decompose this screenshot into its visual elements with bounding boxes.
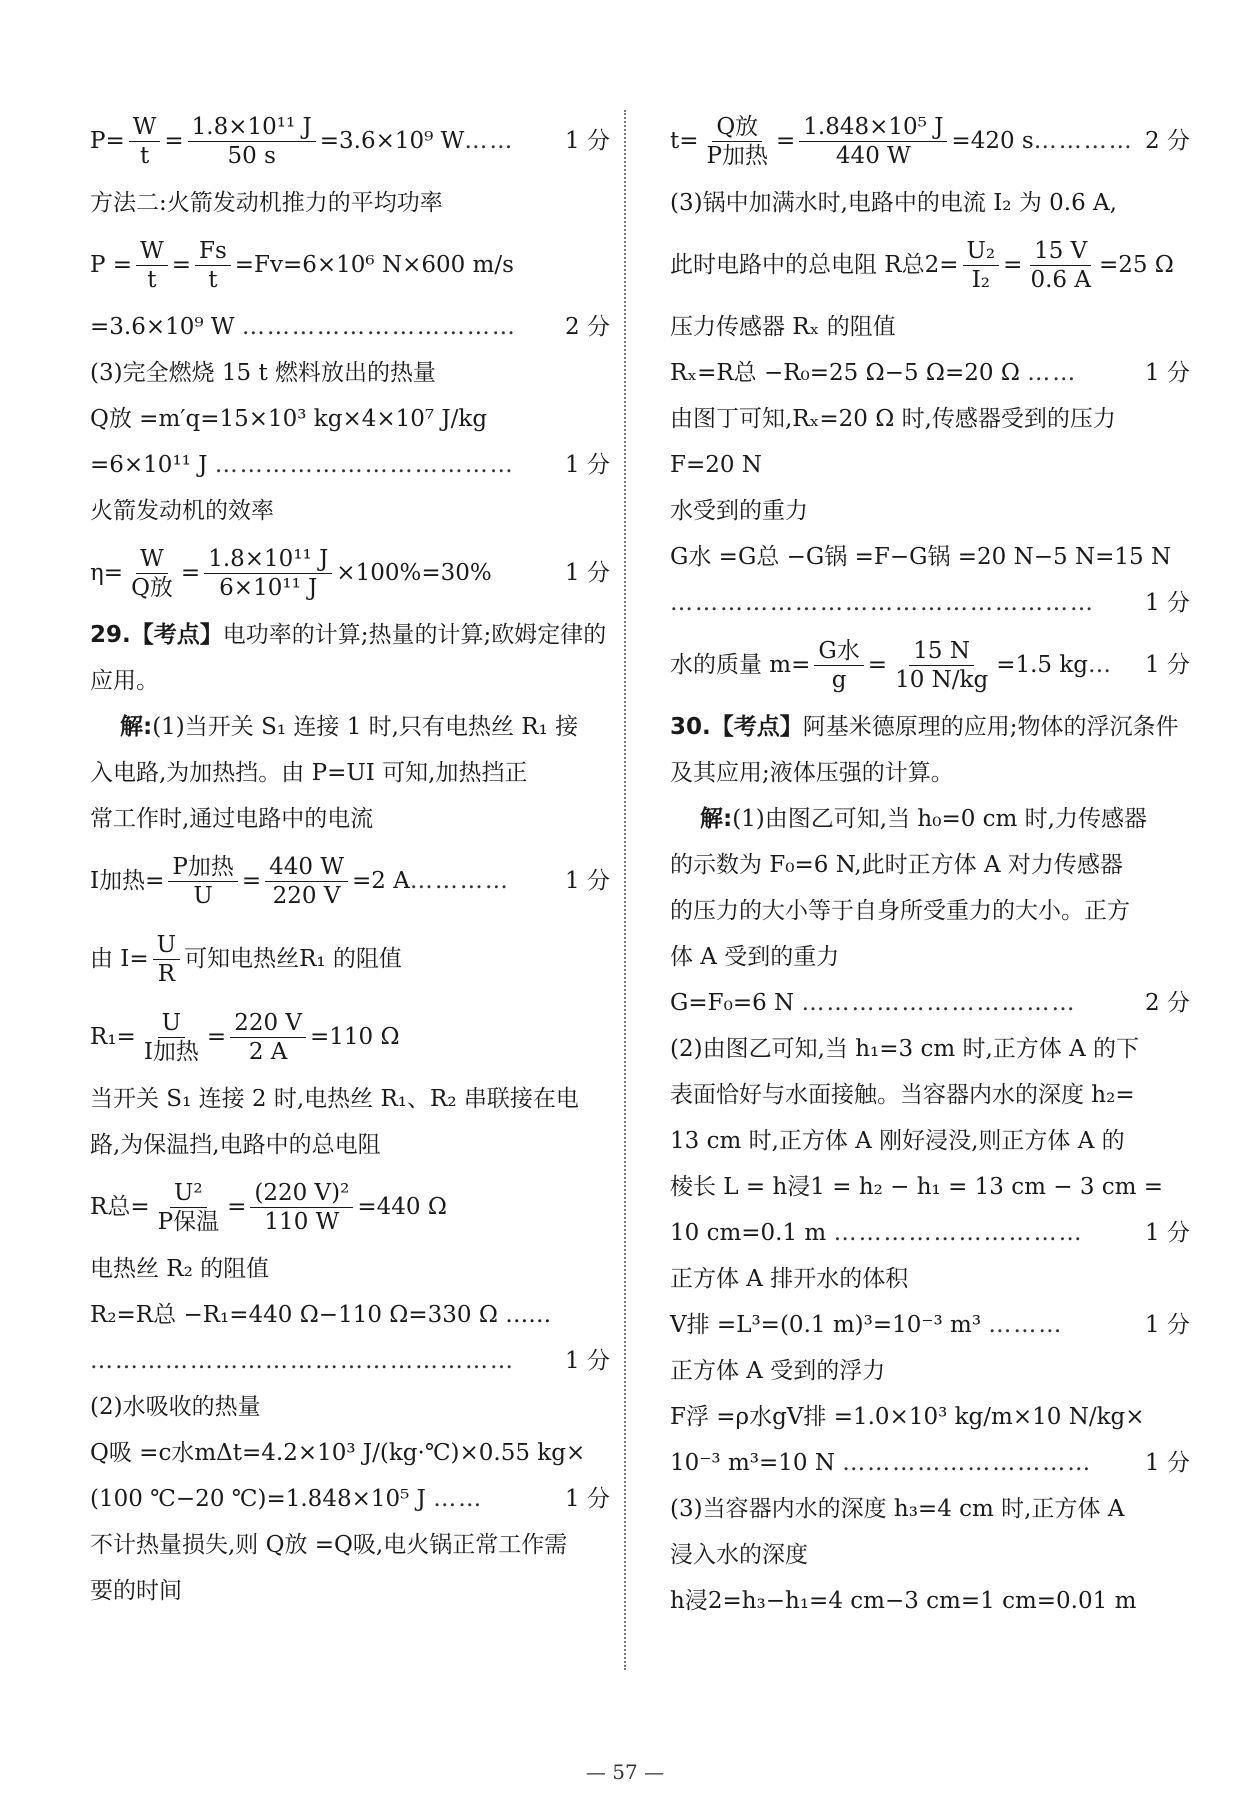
left-line	[90, 1392, 610, 1422]
formula-text: ×100%=30%	[336, 560, 492, 586]
left-line	[90, 358, 610, 388]
formula-text: =25 Ω	[1098, 252, 1174, 278]
fraction-denominator: t	[208, 266, 218, 293]
right-line	[670, 188, 1190, 218]
right-line	[670, 758, 1190, 788]
left-line	[90, 234, 610, 296]
right-line	[670, 312, 1190, 342]
right-line	[670, 712, 1190, 742]
right-line	[670, 634, 1190, 696]
fraction-numerator: U²	[170, 1179, 207, 1208]
formula-text: t=	[670, 128, 699, 154]
score-points: 1 分	[565, 868, 610, 894]
formula-text: =1.5 kg	[996, 652, 1089, 678]
right-line	[670, 358, 1190, 388]
solution-label: 解:	[700, 806, 733, 832]
formula-text: =	[164, 128, 184, 154]
score-leader-dots: ……	[464, 128, 515, 154]
right-line	[670, 1540, 1190, 1570]
right-line	[670, 496, 1190, 526]
line-text: 入电路,为加热挡。由 P=UI 可知,加热挡正	[90, 760, 528, 786]
fraction-denominator: U	[193, 882, 213, 909]
right-line	[670, 988, 1190, 1018]
right-line	[670, 942, 1190, 972]
score-points: 1 分	[565, 452, 610, 478]
formula-text: I加热=	[90, 868, 165, 894]
fraction-denominator: 440 W	[835, 142, 911, 169]
line-text: (3)当容器内水的深度 h₃=4 cm 时,正方体 A	[670, 1496, 1125, 1522]
fraction-numerator: 1.848×10⁵ J	[799, 113, 947, 142]
left-line	[90, 928, 610, 990]
left-line	[90, 404, 610, 434]
left-line	[90, 1484, 610, 1514]
score-points: 2 分	[1145, 128, 1190, 154]
score-points: 1 分	[565, 1348, 610, 1374]
left-line	[90, 758, 610, 788]
fraction-denominator: P保温	[157, 1208, 220, 1235]
fraction-numerator: P加热	[168, 853, 237, 882]
score-points: 1 分	[1145, 1450, 1190, 1476]
fraction-denominator: P加热	[706, 142, 768, 169]
solution-text: (1)当开关 S₁ 连接 1 时,只有电热丝 R₁ 接	[152, 714, 579, 740]
line-text: 方法二:火箭发动机推力的平均功率	[90, 190, 443, 216]
fraction-numerator: (220 V)²	[250, 1179, 353, 1208]
formula-text: =	[180, 560, 201, 586]
left-line	[90, 1176, 610, 1238]
line-text: F浮 =ρ水gV排 =1.0×10³ kg/m×10 N/kg×	[670, 1404, 1145, 1430]
fraction-denominator: t	[139, 142, 150, 169]
line-text: G=F₀=6 N	[670, 990, 802, 1016]
left-line	[90, 1530, 610, 1560]
score-leader-dots: ……	[433, 1486, 484, 1512]
fraction	[127, 545, 177, 602]
fraction	[963, 237, 1000, 294]
line-text: 10⁻³ m³=10 N	[670, 1450, 843, 1476]
fraction-numerator: 1.8×10¹¹ J	[204, 545, 332, 574]
fraction-denominator: Q放	[131, 574, 173, 601]
formula-text: =	[241, 868, 262, 894]
line-text: 10 cm=0.1 m	[670, 1220, 834, 1246]
line-text: 表面恰好与水面接触。当容器内水的深度 h₂=	[670, 1082, 1135, 1108]
fraction	[153, 931, 180, 988]
score-points: 1 分	[565, 128, 610, 154]
score-leader-dots: ………	[988, 1312, 1064, 1338]
score-points: 1 分	[1145, 360, 1190, 386]
line-text: 应用。	[90, 668, 159, 694]
line-text: =3.6×10⁹ W	[90, 314, 242, 340]
line-text: Q放 =m′q=15×10³ kg×4×10⁷ J/kg	[90, 406, 488, 432]
line-text: (100 ℃−20 ℃)=1.848×10⁵ J	[90, 1486, 434, 1512]
score-points: 1 分	[1145, 652, 1190, 678]
fraction	[204, 545, 332, 602]
fraction	[250, 1179, 353, 1236]
key-point-text: 电功率的计算;热量的计算;欧姆定律的	[222, 622, 607, 648]
fraction	[891, 637, 992, 694]
line-text: (2)水吸收的热量	[90, 1394, 261, 1420]
score-points: 1 分	[565, 1486, 610, 1512]
fraction-denominator: 220 V	[272, 882, 341, 909]
fraction	[814, 637, 863, 694]
fraction	[129, 113, 161, 170]
score-leader-dots: ……………………………………………	[90, 1348, 515, 1374]
fraction-denominator: 0.6 A	[1030, 266, 1091, 293]
fraction-numerator: U	[158, 1009, 185, 1038]
score-leader-dots: …	[1088, 652, 1114, 678]
line-text: 13 cm 时,正方体 A 刚好浸没,则正方体 A 的	[670, 1128, 1125, 1154]
right-line	[670, 542, 1190, 572]
line-text: 浸入水的深度	[670, 1542, 808, 1568]
line-text: Rₓ=R总 −R₀=25 Ω−5 Ω=20 Ω	[670, 360, 1028, 386]
right-line	[670, 1356, 1190, 1386]
line-text: (2)由图乙可知,当 h₁=3 cm 时,正方体 A 的下	[670, 1036, 1139, 1062]
fraction-numerator: 1.8×10¹¹ J	[188, 113, 316, 142]
line-text: (3)完全燃烧 15 t 燃料放出的热量	[90, 360, 437, 386]
formula-text: =Fv=6×10⁶ N×600 m/s	[234, 252, 514, 278]
left-line	[90, 542, 610, 604]
left-line	[90, 110, 610, 172]
left-line	[90, 1346, 610, 1376]
score-leader-dots: …………	[1033, 128, 1134, 154]
line-text: 由图丁可知,Rₓ=20 Ω 时,传感器受到的压力	[670, 406, 1116, 432]
fraction-denominator: 6×10¹¹ J	[219, 574, 318, 601]
fraction-numerator: W	[129, 113, 161, 142]
right-line	[670, 1034, 1190, 1064]
line-text: 的压力的大小等于自身所受重力的大小。正方	[670, 898, 1130, 924]
right-line	[670, 110, 1190, 172]
fraction	[195, 237, 231, 294]
page-number: — 57 —	[585, 1760, 665, 1784]
score-leader-dots: ……	[1027, 360, 1078, 386]
right-line	[670, 404, 1190, 434]
right-line	[670, 234, 1190, 296]
left-line	[90, 1254, 610, 1284]
formula-text: R总=	[90, 1194, 150, 1220]
score-points: 2 分	[565, 314, 610, 340]
fraction	[265, 853, 348, 910]
line-text: 路,为保温挡,电路中的总电阻	[90, 1132, 381, 1158]
line-text: Q吸 =c水mΔt=4.2×10³ J/(kg·℃)×0.55 kg×	[90, 1440, 586, 1466]
fraction-numerator: 15 V	[1030, 237, 1091, 266]
right-line	[670, 1402, 1190, 1432]
formula-text: =	[227, 1194, 247, 1220]
line-text: 电热丝 R₂ 的阻值	[90, 1256, 270, 1282]
left-line	[90, 1130, 610, 1160]
right-line	[670, 896, 1190, 926]
question-number: 29.	[90, 622, 131, 648]
fraction-denominator: t	[147, 266, 157, 293]
fraction	[136, 237, 168, 294]
left-line	[90, 712, 610, 742]
score-leader-dots: ……………………………………………	[670, 590, 1095, 616]
fraction-denominator: 2 A	[248, 1038, 288, 1065]
score-points: 2 分	[1145, 990, 1190, 1016]
score-leader-dots: …………………………	[842, 1450, 1093, 1476]
left-line	[90, 312, 610, 342]
line-text: V排 =L³=(0.1 m)³=10⁻³ m³	[670, 1312, 989, 1338]
left-line	[90, 666, 610, 696]
key-point-text: 阿基米德原理的应用;物体的浮沉条件	[802, 714, 1179, 740]
fraction-denominator: R	[157, 960, 176, 987]
line-text: F=20 N	[670, 452, 762, 478]
formula-text: =	[776, 128, 796, 154]
right-line	[670, 1080, 1190, 1110]
left-line	[90, 620, 610, 650]
formula-text: =	[1003, 252, 1023, 278]
right-line	[670, 1448, 1190, 1478]
score-points: 1 分	[1145, 590, 1190, 616]
left-line	[90, 1300, 610, 1330]
score-leader-dots: ……………………………	[801, 990, 1077, 1016]
line-text: 水受到的重力	[670, 498, 808, 524]
solution-text: (1)由图乙可知,当 h₀=0 cm 时,力传感器	[732, 806, 1147, 832]
formula-text: =440 Ω	[357, 1194, 447, 1220]
fraction-numerator: Q放	[712, 113, 762, 142]
fraction	[168, 853, 237, 910]
line-text: 棱长 L = h浸1 = h₂ − h₁ = 13 cm − 3 cm =	[670, 1174, 1164, 1200]
fraction-numerator: W	[136, 545, 168, 574]
line-text: (3)锅中加满水时,电路中的电流 I₂ 为 0.6 A,	[670, 190, 1117, 216]
formula-text: =110 Ω	[310, 1024, 400, 1050]
right-line	[670, 1218, 1190, 1248]
formula-text: 此时电路中的总电阻 R总2=	[670, 252, 959, 278]
left-line	[90, 1084, 610, 1114]
fraction-numerator: W	[136, 237, 168, 266]
question-number: 30.	[670, 714, 711, 740]
line-text: 要的时间	[90, 1578, 182, 1604]
fraction	[140, 1009, 203, 1066]
right-line	[670, 450, 1190, 480]
fraction-numerator: Fs	[195, 237, 231, 266]
score-leader-dots: …………	[409, 868, 510, 894]
right-line	[670, 1586, 1190, 1616]
formula-text: R₁=	[90, 1024, 136, 1050]
fraction-denominator: g	[831, 666, 847, 693]
left-line	[90, 450, 610, 480]
fraction-numerator: U₂	[963, 237, 1000, 266]
solution-label: 解:	[120, 714, 153, 740]
fraction	[703, 113, 772, 170]
right-column	[670, 110, 1190, 1632]
fraction	[1026, 237, 1095, 294]
left-line	[90, 1438, 610, 1468]
formula-text: 由 I=	[90, 946, 149, 972]
formula-text: P=	[90, 128, 125, 154]
formula-text: =420 s	[951, 128, 1034, 154]
score-points: 1 分	[565, 560, 610, 586]
line-text: 体 A 受到的重力	[670, 944, 840, 970]
formula-text: =	[206, 1024, 227, 1050]
right-line	[670, 850, 1190, 880]
fraction	[230, 1009, 306, 1066]
fraction	[154, 1179, 223, 1236]
score-leader-dots: ……………………………	[241, 314, 517, 340]
right-line	[670, 1264, 1190, 1294]
fraction-denominator: 110 W	[264, 1208, 340, 1235]
line-text: 当开关 S₁ 连接 2 时,电热丝 R₁、R₂ 串联接在电	[90, 1086, 579, 1112]
fraction-numerator: 220 V	[230, 1009, 306, 1038]
formula-text: 水的质量 m=	[670, 652, 811, 678]
line-text: 不计热量损失,则 Q放 =Q吸,电火锅正常工作需	[90, 1532, 568, 1558]
formula-text: =2 A	[351, 868, 410, 894]
fraction-denominator: I₂	[971, 266, 990, 293]
right-line	[670, 588, 1190, 618]
line-text: 正方体 A 排开水的体积	[670, 1266, 909, 1292]
right-line	[670, 1310, 1190, 1340]
key-point-label: 【考点】	[130, 622, 223, 648]
line-text: 常工作时,通过电路中的电流	[90, 806, 374, 832]
right-line	[670, 1494, 1190, 1524]
key-point-label: 【考点】	[710, 714, 803, 740]
column-divider	[624, 110, 626, 1670]
fraction	[188, 113, 316, 170]
right-line	[670, 804, 1190, 834]
line-text: 火箭发动机的效率	[90, 498, 274, 524]
formula-text: =	[171, 252, 191, 278]
left-line	[90, 850, 610, 912]
left-line	[90, 804, 610, 834]
line-text: 正方体 A 受到的浮力	[670, 1358, 886, 1384]
left-line	[90, 1006, 610, 1068]
fraction-numerator: 15 N	[909, 637, 974, 666]
line-text: 压力传感器 Rₓ 的阻值	[670, 314, 896, 340]
left-line	[90, 188, 610, 218]
formula-text: η=	[90, 560, 124, 586]
fraction-numerator: G水	[814, 637, 863, 666]
score-leader-dots: ………………………………	[214, 452, 515, 478]
score-leader-dots: …………………………	[833, 1220, 1084, 1246]
fraction-numerator: 440 W	[265, 853, 348, 882]
fraction-denominator: I加热	[143, 1038, 199, 1065]
fraction-denominator: 50 s	[227, 142, 276, 169]
line-text: h浸2=h₃−h₁=4 cm−3 cm=1 cm=0.01 m	[670, 1588, 1137, 1614]
right-line	[670, 1126, 1190, 1156]
formula-text: P =	[90, 252, 133, 278]
score-points: 1 分	[1145, 1312, 1190, 1338]
line-text: 的示数为 F₀=6 N,此时正方体 A 对力传感器	[670, 852, 1123, 878]
line-text: G水 =G总 −G锅 =F−G锅 =20 N−5 N=15 N	[670, 544, 1172, 570]
line-text: =6×10¹¹ J	[90, 452, 215, 478]
formula-text: 可知电热丝R₁ 的阻值	[184, 946, 402, 972]
fraction-denominator: 10 N/kg	[895, 666, 989, 693]
left-line	[90, 496, 610, 526]
fraction	[799, 113, 947, 170]
left-column	[90, 110, 610, 1622]
formula-text: =3.6×10⁹ W	[319, 128, 465, 154]
line-text: R₂=R总 −R₁=440 Ω−110 Ω=330 Ω ……	[90, 1302, 552, 1328]
score-points: 1 分	[1145, 1220, 1190, 1246]
right-line	[670, 1172, 1190, 1202]
line-text: 及其应用;液体压强的计算。	[670, 760, 954, 786]
fraction-numerator: U	[153, 931, 180, 960]
formula-text: =	[867, 652, 888, 678]
left-line	[90, 1576, 610, 1606]
